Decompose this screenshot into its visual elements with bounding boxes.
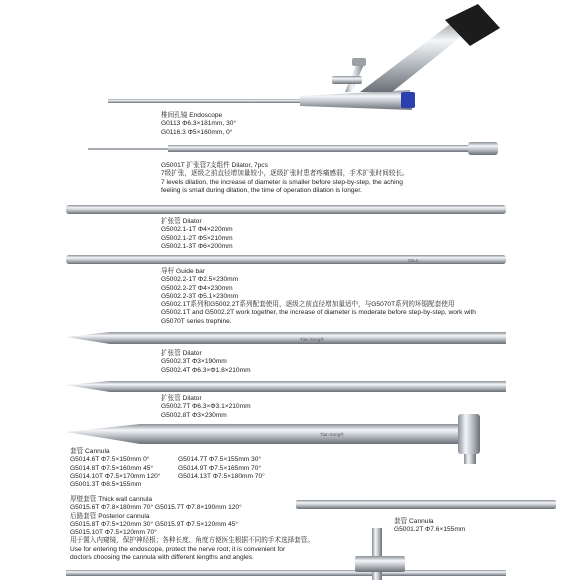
cannula-handle-stem	[464, 454, 476, 464]
tube-body	[66, 255, 506, 264]
text-line: G5015.6T Φ7.8×180mm 70° G5015.7T Φ7.8×190mm 120°	[70, 504, 242, 512]
tube-body	[66, 381, 506, 392]
dilator-tube-2	[66, 332, 506, 344]
rod-handle	[468, 142, 498, 155]
text-line: 7级扩张，逐级之前直径增加量较小，逐级扩张时患者疼痛感弱，手术扩张时间较长。	[161, 170, 409, 178]
text-line: G0116.3 Φ5×160mm, 0°	[161, 128, 233, 136]
cannula-row	[70, 456, 265, 464]
text-line: 扩张管 Dilator	[161, 350, 202, 357]
cannula-row	[70, 481, 265, 489]
tube-body	[66, 205, 506, 214]
text-line: 椎间孔镜 Endoscope	[161, 112, 223, 119]
tube-engraving: Tian Song®	[300, 337, 324, 342]
text-line: G5001T 扩张管7支组件 Dilator, 7pcs	[161, 162, 268, 169]
text-line: 扩张管 Dilator	[161, 218, 202, 225]
dilator-tube-1	[66, 205, 506, 214]
dilator-tube-3	[66, 381, 506, 392]
text-cell: G5001.3T Φ8.5×155mm	[70, 481, 142, 489]
thick-wall-info	[70, 496, 314, 562]
cannula-row	[70, 465, 265, 473]
rod-body	[168, 145, 468, 152]
text-line: G5002.2-3T Φ5.1×230mm	[161, 292, 239, 300]
cannula-row	[70, 473, 265, 481]
cannula-engraving: Tian Song®	[320, 432, 344, 437]
text-line: G5002.1-3T Φ6×200mm	[161, 242, 233, 250]
text-line: 用于置入内窥镜，保护神经根；各种长度、角度方便医生根据不同的手术选择套管。	[70, 537, 314, 545]
text-line: G5002.4T Φ6.3×Φ1.8×210mm	[161, 366, 251, 374]
bottom-post	[372, 528, 382, 580]
cannula-handle	[458, 414, 480, 454]
text-line: 套管 Cannula	[70, 448, 110, 455]
text-line: 扩张管 Dilator	[161, 395, 202, 402]
tube-body	[66, 332, 506, 344]
bottom-rod	[66, 570, 506, 576]
cannula-side-info	[394, 518, 465, 535]
dilator-set-illustration	[88, 142, 498, 155]
guide-bar-illustration	[66, 255, 506, 264]
cannula-body	[66, 424, 462, 444]
text-line: Use for entering the endoscope, protect the nerve root; it is convenient for	[70, 545, 286, 553]
text-line: G5002.1-1T Φ4×220mm	[161, 226, 233, 234]
dilator-2-info	[161, 350, 251, 375]
guide-bar-info	[161, 268, 476, 326]
text-line: doctors choosing the cannula with different lengths and angles.	[70, 554, 254, 562]
text-cell: G5014.9T Φ7.5×165mm 70°	[178, 464, 262, 472]
endoscope-illustration	[108, 4, 500, 110]
text-line: G5070T series trephine.	[161, 317, 232, 325]
text-line: G5002.2-2T Φ4×230mm	[161, 284, 233, 292]
cannula-side-illustration	[296, 500, 556, 509]
dilator-1-info	[161, 218, 233, 251]
text-cell: G5014.7T Φ7.5×155mm 30°	[178, 456, 262, 464]
endoscope-info	[161, 112, 236, 137]
text-line: G5002.1T系列和G5002.2T系列配套使用，逐级之前直径增加量适中，与G5070T系列的环锯配套使用	[161, 301, 455, 309]
text-line: G5002.8T Φ3×230mm	[161, 411, 227, 419]
cannula-side-body	[296, 500, 556, 509]
text-line: G5015.10T Φ7.5×120mm 70°	[70, 529, 157, 537]
text-line: G5002.2-1T Φ2.5×230mm	[161, 276, 239, 284]
text-line: G5002.3T Φ3×190mm	[161, 358, 227, 366]
rod-tip	[88, 148, 168, 150]
text-line: 7 levels dilation, the increase of diameter is smaller before step-by-step, the aching	[161, 178, 403, 186]
text-cell: G5014.8T Φ7.5×160mm 45°	[70, 464, 154, 472]
text-line: feeling is small during dilation, the time of operation dilation is longer.	[161, 186, 362, 194]
text-line: 厚壁套管 Thick wall cannula	[70, 496, 153, 503]
text-line: G5015.8T Φ7.5×120mm 30° G5015.9T Φ7.5×120mm 45°	[70, 520, 239, 528]
text-line: 套管 Cannula	[394, 518, 434, 525]
dilator-set-info	[161, 162, 409, 195]
text-line: G5002.1T and G5002.2T work together, the increase of diameter is moderate before step-by-step, work with	[161, 309, 476, 317]
cannula-info	[70, 448, 265, 489]
text-line: G5002.1-2T Φ5×210mm	[161, 234, 233, 242]
endoscope-body	[300, 90, 412, 110]
bottom-block	[355, 556, 405, 572]
tube-engraving: G5.4	[408, 258, 418, 263]
text-line: G5001.2T Φ7.6×155mm	[394, 526, 466, 534]
text-cell: G5014.6T Φ7.5×150mm 0°	[70, 456, 150, 464]
text-line: 导杆 Guide bar	[161, 268, 205, 275]
text-line: G0113 Φ6.3×181mm, 30°	[161, 120, 237, 128]
dilator-3-info	[161, 395, 251, 420]
endoscope-side-valve	[332, 76, 362, 84]
endoscope-light-cap	[352, 58, 366, 66]
text-line: 后路套管 Posterior cannula	[70, 512, 150, 520]
text-line: G5002.7T Φ6.3×Φ3.1×210mm	[161, 403, 251, 411]
endoscope-ring	[401, 92, 415, 108]
text-cell: G5014.13T Φ7.5×180mm 70°	[178, 472, 265, 480]
text-cell: G5014.10T Φ7.5×170mm 120°	[70, 472, 161, 480]
